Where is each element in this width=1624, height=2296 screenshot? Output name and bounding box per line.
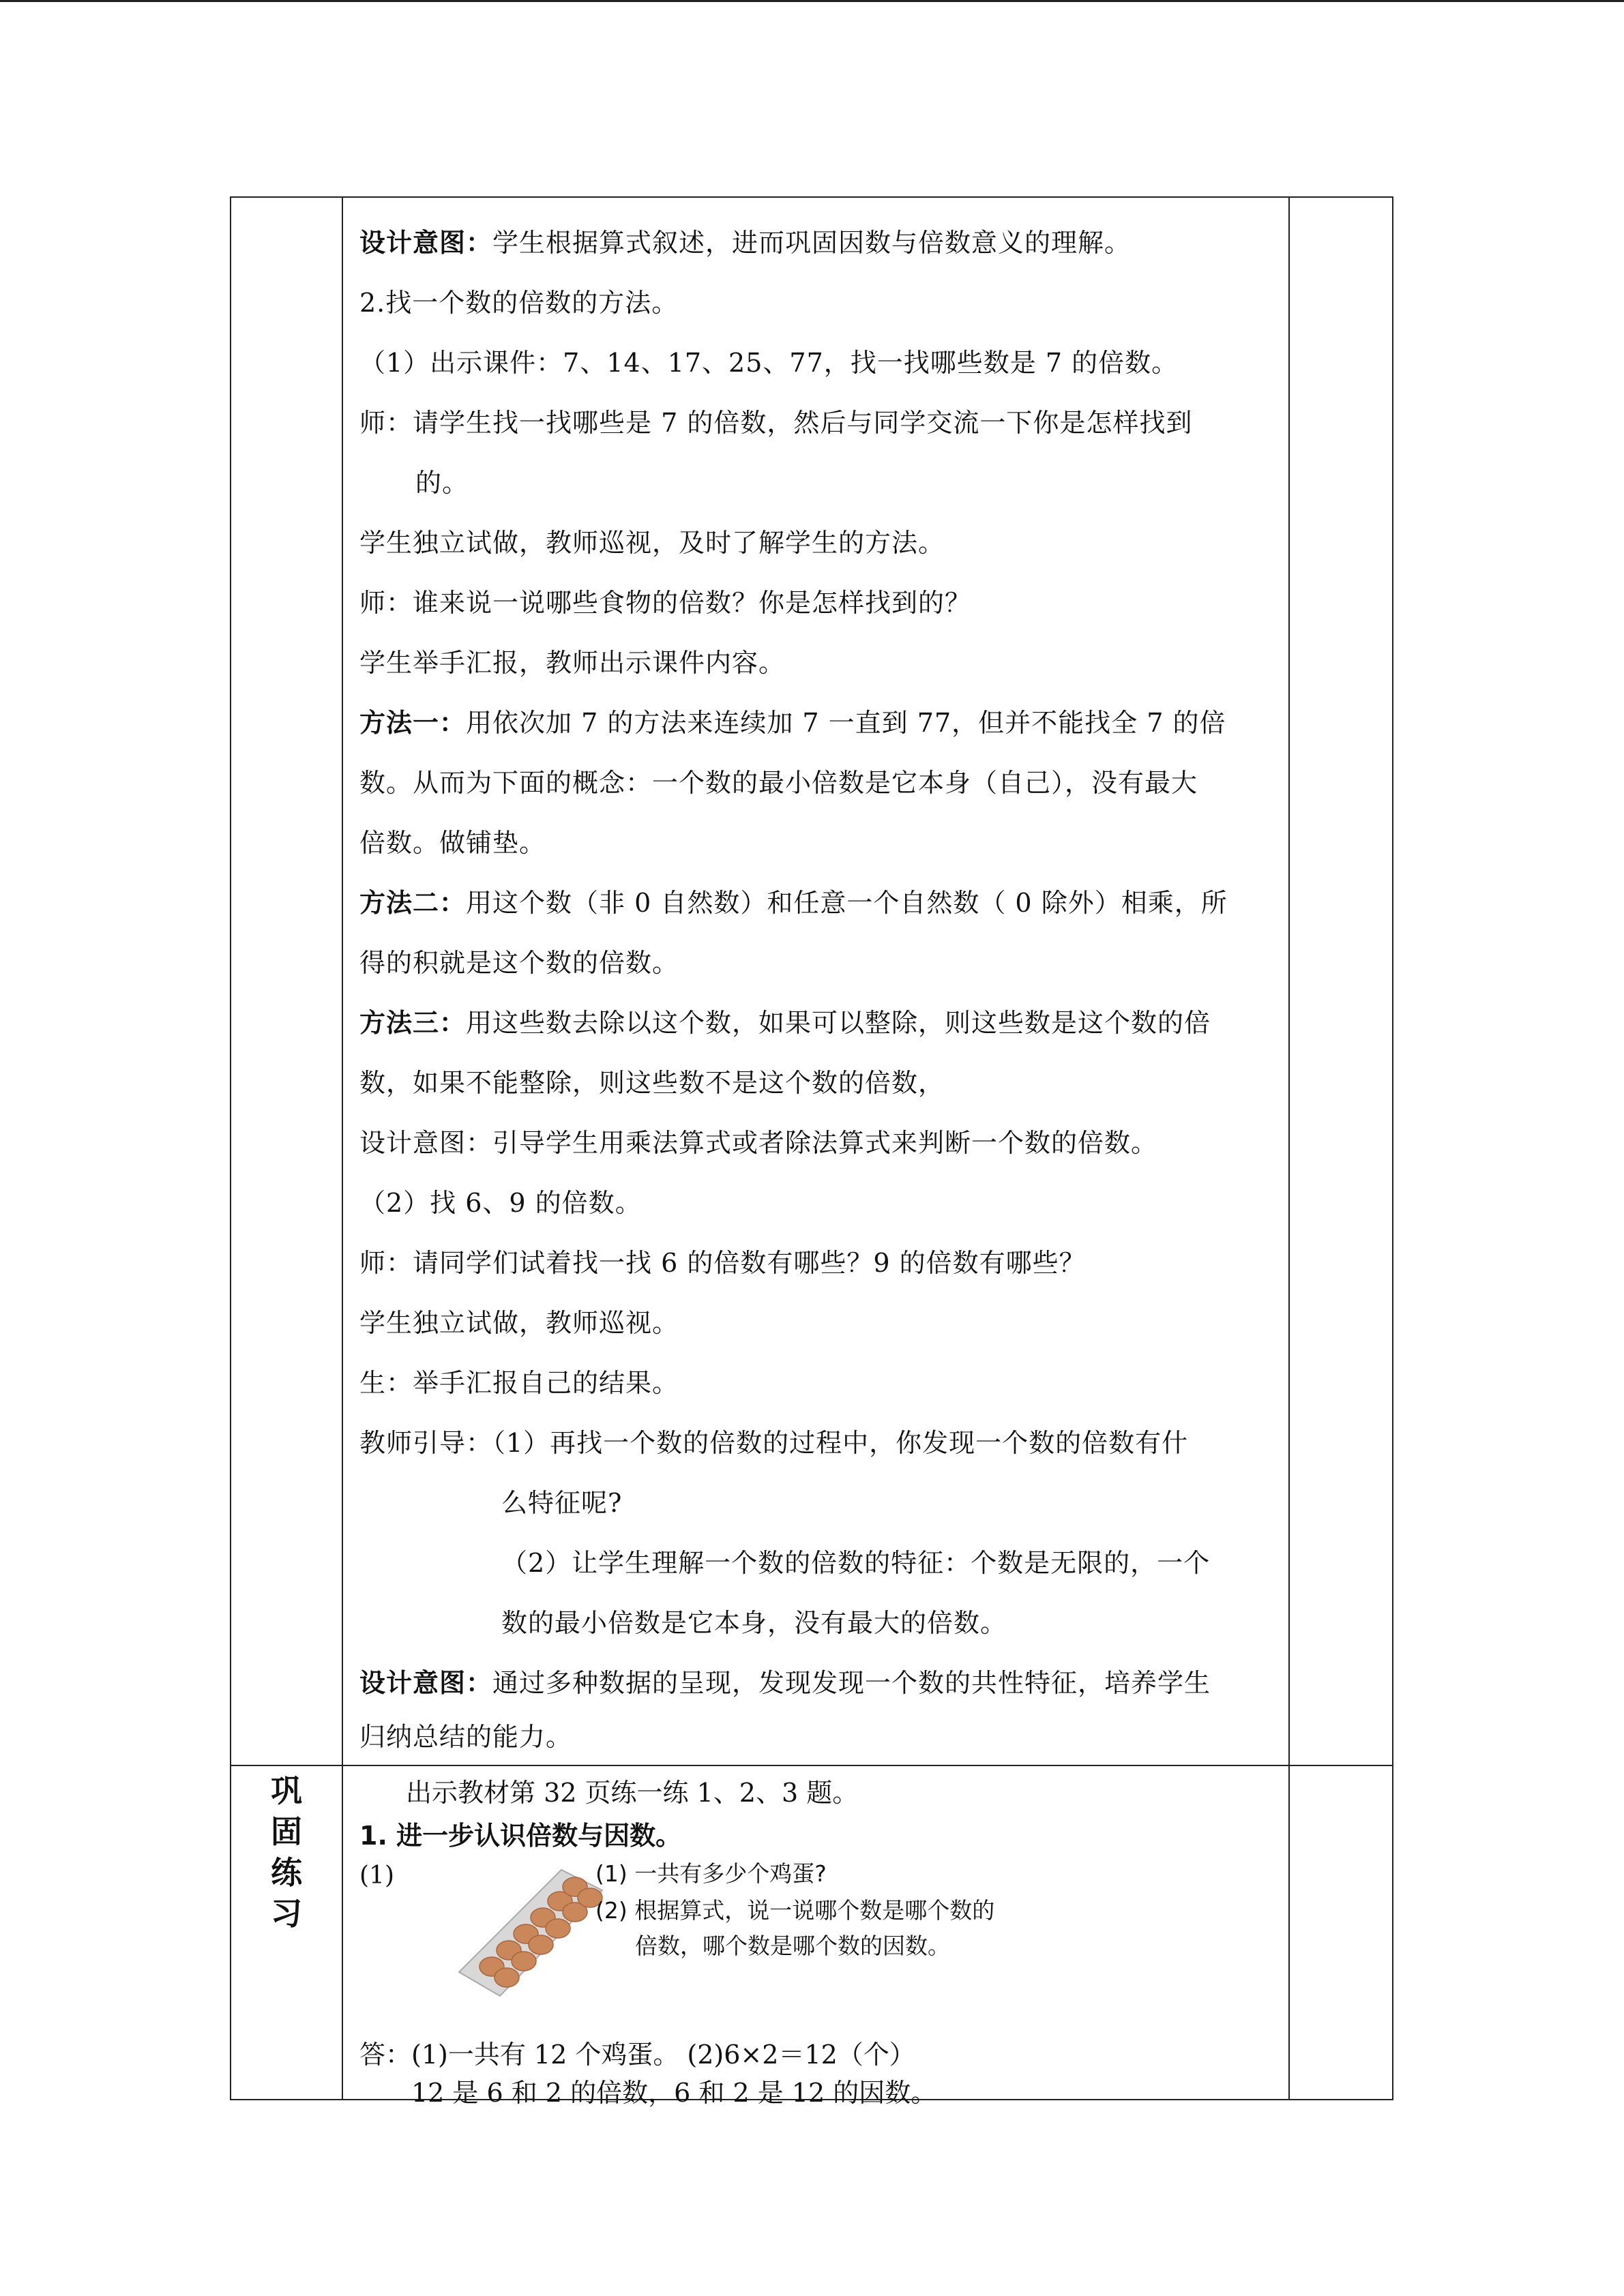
paragraph [359, 513, 1273, 573]
paragraph-text: 倍数。做铺垫。 [359, 828, 546, 858]
practice-content [343, 1766, 1288, 2108]
paragraph-text: 2.找一个数的倍数的方法。 [359, 288, 679, 318]
paragraph-text: （2）让学生理解一个数的倍数的特征：个数是无限的，一个 [501, 1548, 1211, 1578]
paragraph-text: 数。从而为下面的概念：一个数的最小倍数是它本身（自己），没有最大 [359, 768, 1198, 798]
paragraph-text: 生：举手汇报自己的结果。 [359, 1368, 679, 1398]
section-label-cell [231, 1765, 342, 2100]
practice-content-cell [342, 1765, 1289, 2108]
question-1: (1) 一共有多少个鸡蛋? [595, 1860, 827, 1887]
section-label-char: 习 [271, 1895, 302, 1932]
answer-line-2: 12 是 6 和 2 的倍数，6 和 2 是 12 的因数。 [411, 2078, 937, 2108]
paragraph [359, 1713, 1273, 1761]
paragraph-text: 学生根据算式叙述，进而巩固因数与倍数意义的理解。 [492, 228, 1132, 258]
paragraph [359, 753, 1273, 813]
paragraph [359, 333, 1273, 393]
lesson-table [230, 196, 1393, 2108]
bold-label: 方法三： [359, 1007, 467, 1038]
paragraph [359, 273, 1273, 333]
paragraph [359, 1533, 1273, 1593]
paragraph-text: 学生独立试做，教师巡视。 [359, 1308, 679, 1338]
paragraph [359, 933, 1273, 993]
paragraph-text: 学生举手汇报，教师出示课件内容。 [359, 648, 786, 678]
item-number: (1) [359, 1862, 394, 1890]
procedure-text [343, 198, 1288, 1761]
paragraph-text: 教师引导：（1）再找一个数的倍数的过程中，你发现一个数的倍数有什 [359, 1428, 1189, 1458]
table-row-procedure [231, 197, 1393, 1765]
paragraph-text: 得的积就是这个数的倍数。 [359, 948, 679, 978]
paragraph [359, 1593, 1273, 1653]
paragraph-text: 数，如果不能整除，则这些数不是这个数的倍数， [359, 1068, 945, 1098]
bold-label: 设计意图： [359, 1667, 493, 1698]
bold-label: 设计意图： [359, 227, 493, 258]
section-label-cell-empty [231, 197, 342, 1765]
paragraph [359, 453, 1273, 513]
paragraph-text: 通过多种数据的呈现，发现发现一个数的共性特征，培养学生 [492, 1668, 1211, 1698]
paragraph [359, 573, 1273, 633]
paragraph [359, 393, 1273, 453]
exercise-heading: 1. 进一步认识倍数与因数。 [359, 1821, 682, 1851]
paragraph [359, 813, 1273, 873]
paragraph [359, 1413, 1273, 1473]
paragraph [359, 1293, 1273, 1353]
bold-label: 方法一： [359, 707, 467, 738]
paragraph-text: 用这个数（非 0 自然数）和任意一个自然数（ 0 除外）相乘，所 [466, 888, 1228, 918]
paragraph-text: 师：请学生找一找哪些是 7 的倍数，然后与同学交流一下你是怎样找到 [359, 408, 1193, 438]
section-label-practice [231, 1766, 342, 1934]
paragraph [359, 1053, 1273, 1113]
practice-intro: 出示教材第 32 页练一练 1、2、3 题。 [406, 1778, 859, 1808]
section-label-char: 练 [271, 1854, 302, 1891]
notes-cell-empty [1289, 197, 1393, 1765]
procedure-content-cell [342, 197, 1289, 1765]
notes-cell-empty [1289, 1765, 1393, 2100]
question-2: (2) 根据算式，说一说哪个数是哪个数的 [595, 1897, 995, 1924]
section-label-char: 固 [271, 1813, 302, 1850]
paragraph-text: （2）找 6、9 的倍数。 [359, 1188, 642, 1218]
bold-label: 方法二： [359, 887, 467, 918]
question-2-continued: 倍数，哪个数是哪个数的因数。 [635, 1933, 950, 1959]
paragraph [359, 633, 1273, 693]
answer-line-1: 答：(1)一共有 12 个鸡蛋。 (2)6×2＝12（个） [359, 2040, 915, 2070]
paragraph [359, 693, 1273, 753]
exercise-item [343, 1856, 1288, 2020]
paragraph [359, 873, 1273, 933]
paragraph-text: 用依次加 7 的方法来连续加 7 一直到 77，但并不能找全 7 的倍 [466, 708, 1226, 738]
paragraph [359, 993, 1273, 1053]
paragraph-text: 用这些数去除以这个数，如果可以整除，则这些数是这个数的倍 [466, 1008, 1211, 1038]
paragraph [359, 1353, 1273, 1413]
paragraph [359, 1233, 1273, 1293]
paragraph-text: 的。 [415, 468, 469, 498]
paragraph [359, 1173, 1273, 1233]
page-top-edge [0, 0, 1624, 2]
paragraph-text: 归纳总结的能力。 [359, 1722, 573, 1752]
section-label-char: 巩 [271, 1772, 302, 1809]
paragraph [359, 213, 1273, 273]
paragraph-text: 么特征呢? [501, 1488, 623, 1518]
paragraph-text: 师：谁来说一说哪些食物的倍数？你是怎样找到的？ [359, 588, 972, 618]
paragraph [359, 1113, 1273, 1173]
paragraph-text: 数的最小倍数是它本身，没有最大的倍数。 [501, 1608, 1007, 1638]
paragraph-text: 学生独立试做，教师巡视，及时了解学生的方法。 [359, 528, 945, 558]
paragraph [359, 1653, 1273, 1713]
paragraph-text: 设计意图：引导学生用乘法算式或者除法算式来判断一个数的倍数。 [359, 1128, 1158, 1158]
paragraph [359, 1473, 1273, 1533]
table-row-practice [231, 1765, 1393, 2100]
paragraph-text: （1）出示课件：7、14、17、25、77，找一找哪些数是 7 的倍数。 [359, 348, 1179, 378]
egg-carton-image [439, 1856, 609, 1999]
paragraph-text: 师：请同学们试着找一找 6 的倍数有哪些？9 的倍数有哪些？ [359, 1248, 1086, 1278]
